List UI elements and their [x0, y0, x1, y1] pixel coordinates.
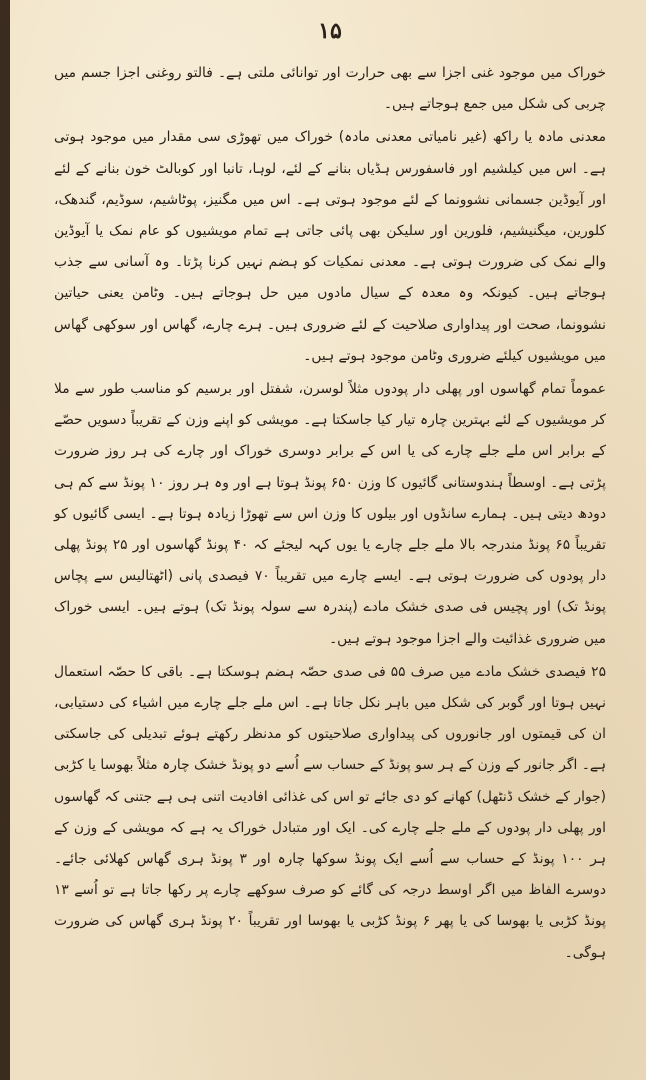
page-number: ۱۵ [318, 18, 342, 44]
paragraph-minerals: معدنی مادہ یا راکھ (غیر نامیاتی معدنی مادہ) خوراک میں تھوڑی سی مقدار میں موجود ہوتی ہے۔ اس میں کیلشیم اور فاسفورس ہڈیاں بنانے کے لئے، لوہا، تانبا اور کوبالٹ خون بنانے کے لئے اور آیوڈین جسمانی نشوونما کے لئے موجود ہوتی ہے۔ اس میں مگنیز، پوٹاشیم، سوڈیم، گندھک، کلورین، میگنیشیم، فلورین اور سلیکن بھی پائی جاتی ہے تمام مویشیوں کو عام نمک یا آیوڈین والے نمک کی ضرورت ہوتی ہے۔ معدنی نمکیات کو ہضم نہیں کرنا پڑتا۔ وہ آسانی سے جذب ہوجاتے ہیں۔ کیونکہ وہ معدہ کے سیال مادوں میں حل ہوجاتے ہیں۔ وٹامن یعنی حیاتین نشوونما، صحت اور پیداواری صلاحیت کے لئے ضروری ہیں۔ ہرے چارے، گھاس اور سوکھی گھاس میں مویشیوں کیلئے ضروری وٹامن موجود ہوتے ہیں۔ [54, 129, 606, 364]
paragraph-fodder: عموماً تمام گھاسوں اور پھلی دار پودوں مثلاً لوسرن، شفتل اور برسیم کو مناسب طور سے ملا کر مویشیوں کے لئے بہترین چارہ تیار کیا جاسکتا ہے۔ مویشی کو اپنے وزن کے تقریباً دسویں حصّے کے برابر اس ملے جلے چارے کی یا اس کے برابر دوسری خوراک اور چارے کی ہر روز ضرورت پڑتی ہے۔ اوسطاً ہندوستانی گائیوں کا وزن ۶۵۰ پونڈ ہوتا ہے اور وہ ہر روز ۱۰ پونڈ سے کم ہی دودھ دیتی ہیں۔ ہمارے سانڈوں اور بیلوں کا وزن اس سے تھوڑا زیادہ ہوتا ہے۔ ایسی گائیوں کو تقریباً ۶۵ پونڈ مندرجہ بالا ملے جلے چارے یا یوں کہہ لیجئے کہ ۴۰ پونڈ گھاسوں اور ۲۵ پونڈ پھلی دار پودوں کی ضرورت ہوتی ہے۔ ایسے چارے میں تقریباً ۷۰ فیصدی پانی (اٹھتالیس سے پچاس پونڈ تک) اور پچیس فی صدی خشک مادے (پندرہ سے سولہ پونڈ تک) ہوتے ہیں۔ ایسی خوراک میں ضروری غذائیت والے اجزا موجود ہوتے ہیں۔ [54, 381, 606, 647]
paragraph-dry-matter: ۲۵ فیصدی خشک مادے میں صرف ۵۵ فی صدی حصّہ ہضم ہوسکتا ہے۔ باقی کا حصّہ استعمال نہیں ہوتا اور گوبر کی شکل میں باہر نکل جاتا ہے۔ اس ملے جلے چارے میں اشیاء کی دستیابی، ان کی قیمتوں اور جانوروں کی پیداواری صلاحیتوں کو مدنظر رکھتے ہوئے تبدیلی کی جاسکتی ہے۔ اگر جانور کے وزن کے ہر سو پونڈ کے حساب سے اُسے دو پونڈ خشک چارہ مثلاً بھوسا یا کڑبی (جوار کے خشک ڈنٹھل) کھانے کو دی جائے تو اس کی غذائی افادیت اتنی ہی ہے جتنی کہ گھاسوں اور پھلی دار پودوں کے ملے جلے چارے کی۔ ایک اور متبادل خوراک یہ ہے کہ مویشی کے وزن کے ہر ۱۰۰ پونڈ کے حساب سے اُسے ایک پونڈ سوکھا چارہ اور ۳ پونڈ ہری گھاس کھلائی جائے۔ دوسرے الفاظ میں اگر اوسط درجہ کی گائے کو صرف سوکھے چارے پر رکھا جاتا ہے تو اُسے ۱۳ پونڈ کڑبی یا بھوسا کی یا پھر ۶ پونڈ کڑبی یا بھوسا اور تقریباً ۲۰ پونڈ ہری گھاس کی ضرورت ہوگی۔ [54, 663, 607, 961]
paragraph-fats: خوراک میں موجود غنی اجزا سے بھی حرارت اور توانائی ملتی ہے۔ فالتو روغنی اجزا جسم میں چربی کی شکل میں جمع ہوجاتے ہیں۔ [54, 65, 606, 113]
